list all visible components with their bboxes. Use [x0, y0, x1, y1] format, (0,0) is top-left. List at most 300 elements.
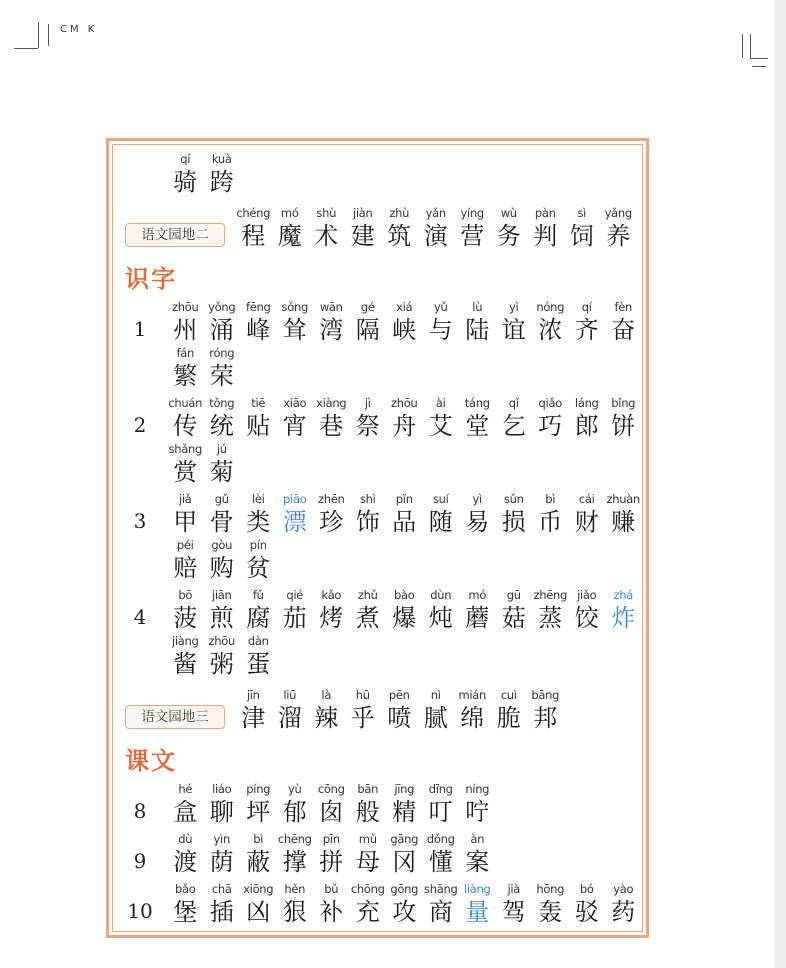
- character-item: [381, 205, 418, 251]
- hanzi: 赚: [611, 508, 636, 536]
- hanzi: 购: [209, 554, 234, 582]
- character-item: [167, 537, 204, 583]
- hanzi: 邦: [533, 704, 558, 732]
- hanzi: 津: [241, 704, 266, 732]
- pinyin: gé: [360, 300, 375, 314]
- character-item: [569, 299, 606, 345]
- hanzi: 随: [428, 508, 453, 536]
- character-item: [308, 687, 345, 733]
- character-item: [350, 781, 387, 827]
- pinyin: yíng: [460, 206, 484, 220]
- character-item: [350, 491, 387, 537]
- pinyin: hé: [178, 782, 193, 796]
- character-item: [423, 831, 460, 877]
- hanzi: 聊: [209, 798, 234, 826]
- pinyin: bāng: [531, 688, 560, 702]
- hanzi: 补: [319, 898, 344, 926]
- pinyin: zhuàn: [606, 492, 640, 506]
- hanzi: 驾: [501, 898, 526, 926]
- pinyin: pīn: [322, 832, 340, 846]
- pinyin: mǔ: [358, 832, 377, 846]
- hanzi: 宵: [282, 412, 307, 440]
- character-item: [204, 537, 241, 583]
- character-item: [527, 205, 564, 251]
- hanzi: 案: [465, 848, 490, 876]
- hanzi: 驳: [574, 898, 599, 926]
- pinyin: fǔ: [252, 588, 264, 602]
- pinyin: xiàng: [316, 396, 347, 410]
- pinyin: hū: [355, 688, 370, 702]
- pinyin: piāo: [283, 492, 307, 506]
- hanzi: 耸: [282, 316, 307, 344]
- pinyin: qí: [180, 152, 191, 166]
- character-item: [240, 299, 277, 345]
- hanzi: 祭: [355, 412, 380, 440]
- hanzi: 易: [465, 508, 490, 536]
- hanzi: 量: [465, 898, 490, 926]
- pinyin: dùn: [430, 588, 452, 602]
- pinyin: bó: [579, 882, 594, 896]
- crop-mark: [14, 48, 38, 49]
- character-item: [459, 491, 496, 537]
- character-item: [313, 491, 350, 537]
- hanzi: 爆: [392, 604, 417, 632]
- character-item: [313, 831, 350, 877]
- character-item: [235, 687, 272, 733]
- character-item: [313, 881, 350, 927]
- character-item: [345, 205, 382, 251]
- character-item: [418, 205, 455, 251]
- hanzi: 坪: [246, 798, 271, 826]
- character-item: [423, 491, 460, 537]
- character-item: [204, 441, 241, 487]
- hanzi: 术: [314, 222, 339, 250]
- character-item: [272, 687, 309, 733]
- character-item: [532, 299, 569, 345]
- character-item: [277, 491, 314, 537]
- character-item: [308, 205, 345, 251]
- pinyin: yìn: [213, 832, 230, 846]
- print-marks: [0, 22, 786, 72]
- hanzi: 酱: [173, 650, 198, 678]
- pinyin: qí: [581, 300, 592, 314]
- hanzi: 荫: [209, 848, 234, 876]
- hanzi: 蘑: [465, 604, 490, 632]
- character-item: [167, 345, 204, 391]
- character-item: [167, 491, 204, 537]
- pinyin: lèi: [251, 492, 265, 506]
- pinyin: péi: [176, 538, 194, 552]
- character-item: [350, 587, 387, 633]
- hanzi: 烤: [319, 604, 344, 632]
- character-row: [167, 491, 642, 537]
- character-item: [532, 881, 569, 927]
- pinyin: chéng: [236, 206, 271, 220]
- character-item: [386, 587, 423, 633]
- pinyin: sǒng: [281, 300, 308, 314]
- hanzi: 堂: [465, 412, 490, 440]
- hanzi: 蔽: [246, 848, 271, 876]
- hanzi: 饰: [355, 508, 380, 536]
- hanzi: 贫: [246, 554, 271, 582]
- character-row: [167, 299, 642, 345]
- pinyin: pàn: [534, 206, 556, 220]
- hanzi: 骑: [173, 168, 198, 196]
- character-item: [418, 687, 455, 733]
- pinyin: róng: [209, 346, 235, 360]
- pinyin: cái: [578, 492, 595, 506]
- pinyin: mián: [458, 688, 487, 702]
- character-item: [313, 781, 350, 827]
- hanzi: 乎: [350, 704, 375, 732]
- hanzi: 商: [428, 898, 453, 926]
- pinyin: bì: [253, 832, 264, 846]
- hanzi: 峡: [392, 316, 417, 344]
- hanzi: 跨: [209, 168, 234, 196]
- hanzi: 撑: [282, 848, 307, 876]
- hanzi: 类: [246, 508, 271, 536]
- hanzi: 咛: [465, 798, 490, 826]
- character-item: [204, 633, 241, 679]
- character-item: [386, 831, 423, 877]
- crop-mark: [48, 24, 49, 46]
- hanzi: 传: [173, 412, 198, 440]
- pinyin: dù: [178, 832, 193, 846]
- hanzi: 湾: [319, 316, 344, 344]
- hanzi: 饼: [611, 412, 636, 440]
- pinyin: qǐ: [508, 396, 519, 410]
- character-item: [350, 881, 387, 927]
- character-item: [272, 205, 309, 251]
- hanzi: 陆: [465, 316, 490, 344]
- pinyin: jiǎ: [178, 492, 192, 506]
- hanzi: 菇: [501, 604, 526, 632]
- pinyin: bō: [178, 588, 193, 602]
- hanzi: 拼: [319, 848, 344, 876]
- hanzi: 骨: [209, 508, 234, 536]
- character-item: [204, 881, 241, 927]
- character-item: [277, 781, 314, 827]
- pinyin: dàn: [247, 634, 269, 648]
- pinyin: kuà: [211, 152, 232, 166]
- character-item: [496, 491, 533, 537]
- pinyin: bì: [545, 492, 556, 506]
- word-list-frame: [106, 138, 649, 938]
- character-item: [386, 299, 423, 345]
- hanzi: 炖: [428, 604, 453, 632]
- hanzi: 谊: [501, 316, 526, 344]
- character-row: [167, 881, 642, 927]
- character-row: [167, 633, 277, 679]
- hanzi: 演: [423, 222, 448, 250]
- character-item: [350, 299, 387, 345]
- hanzi: 养: [606, 222, 631, 250]
- hanzi: 程: [241, 222, 266, 250]
- hanzi: 囱: [319, 798, 344, 826]
- character-item: [386, 395, 423, 441]
- lesson-number: 1: [133, 317, 147, 341]
- hanzi: 峰: [246, 316, 271, 344]
- hanzi: 充: [355, 898, 380, 926]
- character-item: [204, 395, 241, 441]
- hanzi: 煎: [209, 604, 234, 632]
- pinyin: jiān: [211, 588, 232, 602]
- character-item: [454, 687, 491, 733]
- pinyin: wān: [319, 300, 343, 314]
- hanzi: 齐: [574, 316, 599, 344]
- hanzi: 币: [538, 508, 563, 536]
- pinyin: jīng: [394, 782, 415, 796]
- pinyin: yù: [288, 782, 302, 796]
- pinyin: jiàng: [171, 634, 199, 648]
- hanzi: 赏: [173, 458, 198, 486]
- hanzi: 凶: [246, 898, 271, 926]
- pinyin: níng: [465, 782, 490, 796]
- pinyin: cuì: [500, 688, 517, 702]
- character-item: [167, 831, 204, 877]
- pinyin: jì: [364, 396, 371, 410]
- character-item: [167, 299, 204, 345]
- hanzi: 粥: [209, 650, 234, 678]
- hanzi: 财: [574, 508, 599, 536]
- section-heading: 课文: [125, 746, 177, 775]
- character-item: [423, 781, 460, 827]
- hanzi: 腻: [423, 704, 448, 732]
- hanzi: 舟: [392, 412, 417, 440]
- pinyin: xiá: [396, 300, 413, 314]
- character-item: [459, 395, 496, 441]
- hanzi: 辣: [314, 704, 339, 732]
- pinyin: pēn: [388, 688, 410, 702]
- character-item: [350, 395, 387, 441]
- character-item: [313, 587, 350, 633]
- character-row: [167, 395, 642, 441]
- character-item: [240, 781, 277, 827]
- character-item: [240, 633, 277, 679]
- pinyin: shì: [359, 492, 376, 506]
- hanzi: 渡: [173, 848, 198, 876]
- character-item: [204, 781, 241, 827]
- character-item: [423, 881, 460, 927]
- color-mark-label: CM K: [60, 24, 98, 35]
- character-item: [600, 205, 637, 251]
- character-item: [204, 587, 241, 633]
- pinyin: láng: [574, 396, 599, 410]
- pinyin: ài: [435, 396, 446, 410]
- page-edge: [774, 0, 786, 968]
- character-item: [423, 587, 460, 633]
- character-item: [605, 491, 642, 537]
- crop-mark: [38, 22, 39, 48]
- pinyin: àn: [470, 832, 485, 846]
- hanzi: 菠: [173, 604, 198, 632]
- word-list-content: [109, 141, 646, 935]
- pinyin: gòu: [211, 538, 233, 552]
- character-item: [167, 781, 204, 827]
- pinyin: qié: [286, 588, 304, 602]
- pinyin: yǒng: [208, 300, 236, 314]
- hanzi: 蒸: [538, 604, 563, 632]
- hanzi: 炸: [611, 604, 636, 632]
- character-item: [532, 491, 569, 537]
- character-item: [569, 491, 606, 537]
- character-row: [167, 441, 240, 487]
- pinyin: yì: [509, 300, 519, 314]
- pinyin: zhōu: [391, 396, 418, 410]
- crop-mark: [742, 34, 743, 58]
- pinyin: lù: [472, 300, 483, 314]
- character-item: [496, 395, 533, 441]
- pinyin: gōng: [390, 882, 419, 896]
- character-item: [277, 881, 314, 927]
- hanzi: 珍: [319, 508, 344, 536]
- hanzi: 与: [428, 316, 453, 344]
- character-item: [386, 781, 423, 827]
- character-item: [167, 151, 204, 197]
- character-item: [167, 441, 204, 487]
- pinyin: jiǎo: [577, 588, 597, 602]
- crop-mark: [750, 58, 768, 59]
- hanzi: 郁: [282, 798, 307, 826]
- character-item: [605, 587, 642, 633]
- hanzi: 州: [173, 316, 198, 344]
- pinyin: shù: [316, 206, 337, 220]
- hanzi: 涌: [209, 316, 234, 344]
- hanzi: 营: [460, 222, 485, 250]
- character-item: [167, 633, 204, 679]
- character-row: [167, 151, 240, 197]
- hanzi: 腐: [246, 604, 271, 632]
- character-item: [491, 205, 528, 251]
- hanzi: 溜: [277, 704, 302, 732]
- hanzi: 巧: [538, 412, 563, 440]
- hanzi: 巷: [319, 412, 344, 440]
- character-item: [496, 299, 533, 345]
- character-item: [345, 687, 382, 733]
- character-row: [235, 205, 637, 251]
- pinyin: zhá: [613, 588, 633, 602]
- pinyin: jiàn: [352, 206, 373, 220]
- pinyin: hōng: [536, 882, 565, 896]
- pinyin: tiē: [251, 396, 266, 410]
- pinyin: bān: [357, 782, 379, 796]
- character-item: [313, 395, 350, 441]
- pinyin: pǐn: [395, 492, 413, 506]
- character-item: [240, 587, 277, 633]
- character-item: [459, 781, 496, 827]
- character-item: [454, 205, 491, 251]
- hanzi: 冈: [392, 848, 417, 876]
- hanzi: 般: [355, 798, 380, 826]
- pinyin: chēng: [277, 832, 312, 846]
- hanzi: 喷: [387, 704, 412, 732]
- pinyin: bào: [394, 588, 415, 602]
- pinyin: fèn: [614, 300, 632, 314]
- pinyin: jīn: [246, 688, 260, 702]
- pinyin: jià: [507, 882, 521, 896]
- hanzi: 奋: [611, 316, 636, 344]
- character-item: [532, 395, 569, 441]
- lesson-number: 2: [133, 413, 147, 437]
- character-item: [350, 831, 387, 877]
- character-item: [277, 299, 314, 345]
- pinyin: zhǔ: [357, 588, 378, 602]
- character-row: [167, 587, 642, 633]
- lesson-number: 3: [133, 509, 147, 533]
- hanzi: 母: [355, 848, 380, 876]
- hanzi: 饺: [574, 604, 599, 632]
- character-item: [167, 395, 204, 441]
- hanzi: 赔: [173, 554, 198, 582]
- hanzi: 茄: [282, 604, 307, 632]
- pinyin: liáo: [212, 782, 232, 796]
- pinyin: zhōu: [172, 300, 199, 314]
- character-item: [423, 299, 460, 345]
- pinyin: liàng: [463, 882, 491, 896]
- character-row: [167, 345, 240, 391]
- hanzi: 损: [501, 508, 526, 536]
- crop-mark: [750, 34, 751, 58]
- hanzi: 务: [496, 222, 521, 250]
- pinyin: gāng: [390, 832, 419, 846]
- hanzi: 繁: [173, 362, 198, 390]
- pinyin: bǐng: [611, 396, 636, 410]
- hanzi: 菊: [209, 458, 234, 486]
- hanzi: 甲: [173, 508, 198, 536]
- character-item: [204, 299, 241, 345]
- hanzi: 堡: [173, 898, 198, 926]
- lesson-number: 4: [133, 605, 147, 629]
- section-heading: 识字: [125, 264, 177, 293]
- pinyin: bǎo: [175, 882, 196, 896]
- pinyin: fēng: [245, 300, 271, 314]
- character-item: [204, 345, 241, 391]
- hanzi: 筑: [387, 222, 412, 250]
- hanzi: 郎: [574, 412, 599, 440]
- character-item: [605, 881, 642, 927]
- character-item: [381, 687, 418, 733]
- pinyin: dǒng: [426, 832, 455, 846]
- lesson-number: 8: [133, 799, 147, 823]
- pinyin: cōng: [317, 782, 345, 796]
- hanzi: 脆: [496, 704, 521, 732]
- pinyin: shāng: [424, 882, 458, 896]
- hanzi: 魔: [277, 222, 302, 250]
- character-item: [240, 537, 277, 583]
- character-item: [386, 491, 423, 537]
- hanzi: 乞: [501, 412, 526, 440]
- hanzi: 绵: [460, 704, 485, 732]
- hanzi: 轰: [538, 898, 563, 926]
- unit-tag: 语文园地三: [125, 705, 225, 729]
- character-item: [605, 395, 642, 441]
- pinyin: chuán: [168, 396, 203, 410]
- character-item: [235, 205, 272, 251]
- pinyin: nì: [430, 688, 441, 702]
- character-item: [496, 881, 533, 927]
- pinyin: pín: [249, 538, 267, 552]
- pinyin: mó: [468, 588, 487, 602]
- hanzi: 攻: [392, 898, 417, 926]
- lesson-number: 9: [133, 849, 147, 873]
- character-item: [423, 395, 460, 441]
- pinyin: bǔ: [324, 882, 339, 896]
- pinyin: yào: [613, 882, 634, 896]
- hanzi: 插: [209, 898, 234, 926]
- character-item: [605, 299, 642, 345]
- unit-tag: 语文园地二: [125, 223, 225, 247]
- pinyin: sì: [577, 206, 587, 220]
